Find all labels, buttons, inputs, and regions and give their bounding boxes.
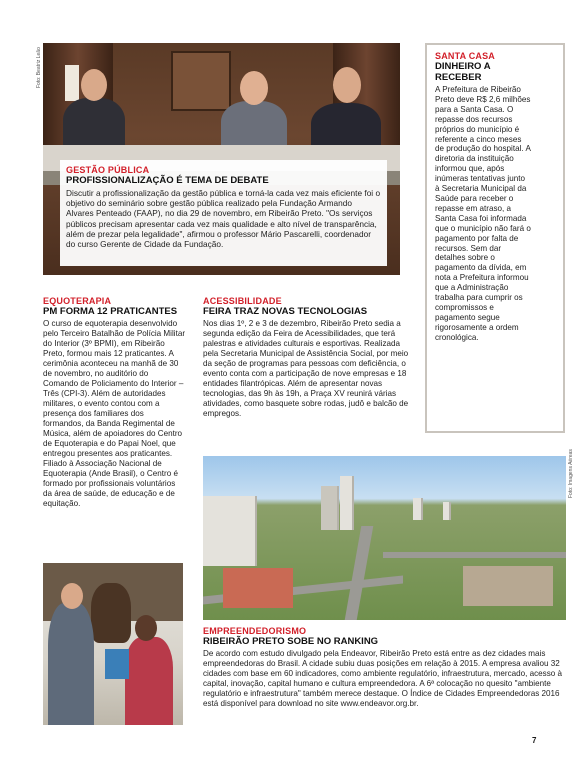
acessibilidade-kicker: ACESSIBILIDADE [203, 296, 282, 306]
equoterapia-headline: PM FORMA 12 PRATICANTES [43, 306, 178, 317]
empreendedorismo-body: De acordo com estudo divulgado pela Endeavor, Ribeirão Preto está entre as dez cidades mais empreendedoras do Brasil. A cidade subiu duas posições em relação à 2015. A empresa avaliou 32 cidades com base em 60 indicadores, como ambiente regulatório, infraestrutura, mercado, acesso à capital, inovação, capital humano e cultura empreendedora. A 6ª colocação no quesito "ambiente regulatório e infraestrutura" também merece destaque. O Índice de Cidades Empreendedoras 2016 está disponível para download no site www.endeavor.org.br. [203, 649, 563, 708]
acessibilidade-headline: FEIRA TRAZ NOVAS TECNOLOGIAS [203, 306, 368, 317]
photo-credit-city: Foto: Imagens Aéreas [568, 449, 574, 498]
empreendedorismo-article [203, 626, 567, 709]
feature-article [60, 160, 387, 266]
empreendedorismo-headline: RIBEIRÃO PRETO SOBE NO RANKING [203, 636, 379, 647]
sidebar-headline: DINHEIRO A RECEBER [435, 61, 491, 83]
page-number: 7 [532, 736, 537, 745]
feature-body: Discutir a profissionalização da gestão pública e torná-la cada vez mais eficiente foi o objetivo do seminário sobre gestão pública realizado pela Fundação Armando Alvares Penteado (FAAP), no dia 29 de novembro, em Ribeirão Preto. "Os serviços públicos precisam apresentar cada vez mais qualidade e alto nível de transparência, além de prezar pela legalidade", afirmou o professor Mário Pascarelli, coordenador do curso Gerente de Cidade da Fundação. [66, 188, 381, 250]
equoterapia-photo [43, 563, 183, 725]
sidebar-body: A Prefeitura de Ribeirão Preto deve R$ 2,6 milhões para a Santa Casa. O repasse dos recursos próprios do município é referente a cinco meses de produção do hospital. A diretoria da instituição informou que, após inúmeras tentativas junto à Secretaria Municipal da Saúde para receber o repasse em atraso, a Santa Casa foi informada que o município não fará o pagamento por falta de recursos. Sem dar detalhes sobre o pagamento da dívida, em nota a Prefeitura informou que a Administração trabalha para cumprir os compromissos e pagamento segue rigorosamente a ordem cronológica. [435, 85, 531, 342]
empreendedorismo-kicker: EMPREENDEDORISMO [203, 626, 307, 636]
acessibilidade-body: Nos dias 1º, 2 e 3 de dezembro, Ribeirão Preto sedia a segunda edição da Feira de Acessibilidades, que terá palestras e atividades culturais e esportivas. Realizada pela Secretaria Municipal de Assistência Social, por meio da seção de programas para pessoas com deficiência, o evento conta com a participação de nove empresas e 18 entidades filantrópicas. Além de apresentar novas tecnologias, das 9h às 19h, a Praça XV reunirá várias atividades, como basquete sobre rodas, judô e balcão de empregos. [203, 319, 409, 418]
feature-kicker: GESTÃO PÚBLICA [66, 165, 150, 175]
seminar-photo [43, 43, 400, 275]
photo-credit-top: Foto: Beatriz Leão [36, 47, 42, 88]
sidebar-kicker: SANTA CASA [435, 51, 495, 61]
equoterapia-article [43, 296, 185, 509]
acessibilidade-article [203, 296, 413, 419]
city-aerial-photo [203, 456, 566, 620]
equoterapia-kicker: EQUOTERAPIA [43, 296, 112, 306]
feature-headline: PROFISSIONALIZAÇÃO É TEMA DE DEBATE [66, 175, 269, 186]
equoterapia-body: O curso de equoterapia desenvolvido pelo Terceiro Batalhão de Polícia Militar do Interior (3º BPMI), em Ribeirão Preto, formou mais 12 praticantes. A cerimônia aconteceu na manhã de 30 de novembro, no auditório do Comando de Policiamento do Interior – Três (CPI-3). Além de autoridades militares, o evento contou com a presença dos familiares dos formandos, da Banda Regimental de Música, além de apoiadores do Centro de Equoterapia e do Papai Noel, que entregou presentes aos praticantes. Filiado à Associação Nacional de Equoterapia (Ande Brasil), o Centro é formado por profissionais voluntários da área de saúde, de educação e de equitação. [43, 319, 186, 508]
sidebar-article [425, 43, 565, 433]
